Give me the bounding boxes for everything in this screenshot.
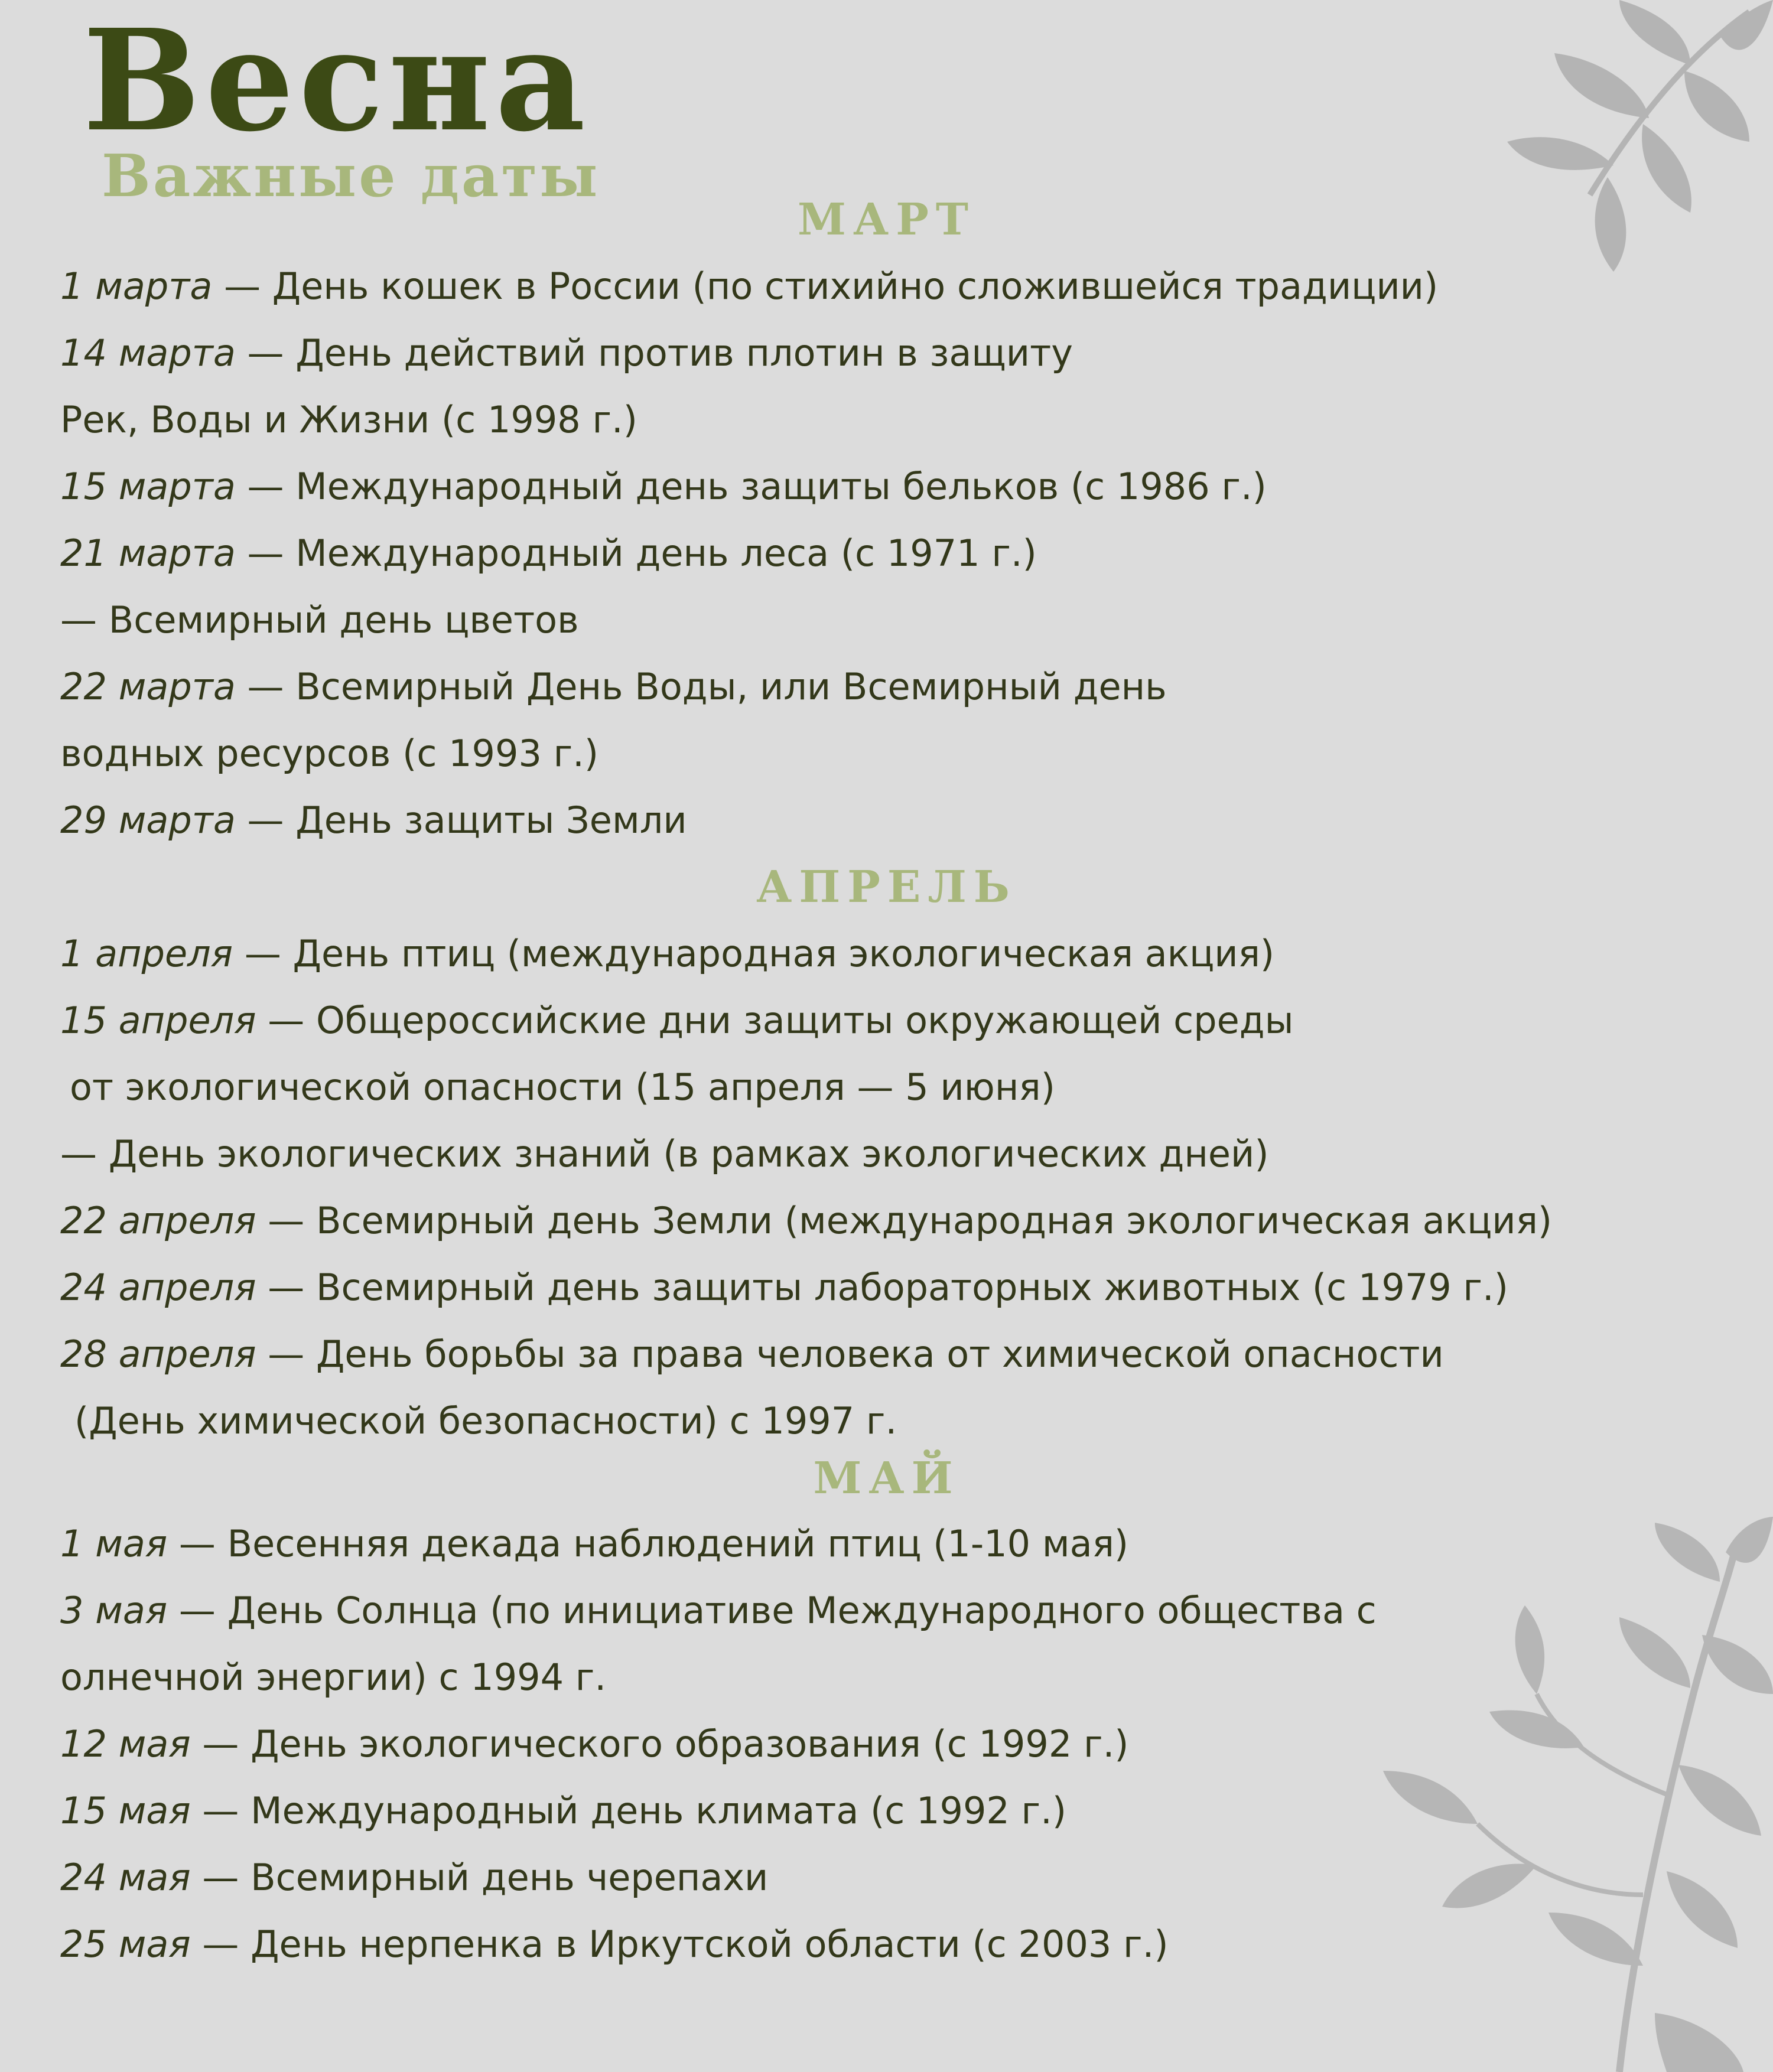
event-date: 12 мая xyxy=(60,1722,191,1765)
event-text: — Всемирный день черепахи xyxy=(190,1856,769,1899)
event-line xyxy=(60,1522,1128,1565)
event-line xyxy=(60,265,1438,308)
event-date: 22 марта xyxy=(60,665,236,708)
event-text: — День Солнца (по инициативе Международного общества с xyxy=(167,1589,1377,1632)
event-text: олнечной энергии) с 1994 г. xyxy=(60,1656,607,1699)
event-text: — День действий против плотин в защиту xyxy=(235,331,1073,374)
event-text: — День экологического образования (с 1992 г.) xyxy=(190,1722,1129,1765)
event-text: — Общероссийские дни защиты окружающей среды xyxy=(256,999,1294,1042)
event-line xyxy=(60,1589,1377,1632)
event-text: — Всемирный день Земли (международная экологическая акция) xyxy=(256,1199,1553,1242)
event-line xyxy=(60,1333,1444,1376)
page-subtitle: Важные даты xyxy=(102,142,600,210)
event-text: — Международный день защиты бельков (с 1986 г.) xyxy=(235,465,1267,508)
month-heading-march: МАРТ xyxy=(798,194,975,245)
event-line xyxy=(60,1789,1066,1832)
event-line xyxy=(60,1856,768,1899)
event-text: — Весенняя декада наблюдений птиц (1-10 мая) xyxy=(167,1522,1129,1565)
leaves-decoration-top xyxy=(1442,0,1773,331)
event-line xyxy=(60,598,579,641)
event-date: 22 апреля xyxy=(60,1199,256,1242)
event-text: — Международный день леса (с 1971 г.) xyxy=(235,532,1037,575)
event-date: 29 марта xyxy=(60,799,236,842)
event-line xyxy=(60,799,687,842)
event-text: от экологической опасности (15 апреля — 5 июня) xyxy=(70,1066,1055,1109)
month-heading-april: АПРЕЛЬ xyxy=(756,862,1017,913)
event-line xyxy=(60,1266,1508,1309)
event-line xyxy=(60,1199,1552,1242)
event-line xyxy=(60,465,1267,508)
event-line xyxy=(60,331,1073,374)
event-date: 21 марта xyxy=(60,532,236,575)
event-line xyxy=(60,1722,1128,1765)
event-date: 14 марта xyxy=(60,331,236,374)
event-date: 24 апреля xyxy=(60,1266,256,1309)
event-line xyxy=(60,999,1294,1042)
event-text: Рек, Воды и Жизни (с 1998 г.) xyxy=(60,398,637,441)
event-line xyxy=(60,1132,1269,1175)
event-text: — День защиты Земли xyxy=(235,799,687,842)
event-line xyxy=(60,1656,606,1699)
event-date: 24 мая xyxy=(60,1856,191,1899)
event-date: 25 мая xyxy=(60,1923,191,1966)
event-line xyxy=(60,665,1167,708)
event-line xyxy=(60,932,1274,975)
event-line xyxy=(70,1066,1055,1109)
event-text: — Международный день климата (с 1992 г.) xyxy=(190,1789,1067,1832)
event-date: 1 марта xyxy=(60,265,213,308)
event-date: 3 мая xyxy=(60,1589,168,1632)
page-title: Весна xyxy=(83,0,590,162)
event-text: (День химической безопасности) с 1997 г. xyxy=(74,1399,897,1442)
event-date: 28 апреля xyxy=(60,1333,256,1376)
event-line xyxy=(60,532,1037,575)
event-line xyxy=(60,398,637,441)
event-line xyxy=(60,1923,1169,1966)
event-date: 1 мая xyxy=(60,1522,168,1565)
event-text: водных ресурсов (с 1993 г.) xyxy=(60,732,599,775)
event-text: — Всемирный день цветов xyxy=(60,598,579,641)
month-heading-may: МАЙ xyxy=(813,1453,960,1504)
event-text: — Всемирный день защиты лабораторных животных (с 1979 г.) xyxy=(256,1266,1508,1309)
event-text: — Всемирный День Воды, или Всемирный день xyxy=(235,665,1167,708)
event-text: — День экологических знаний (в рамках экологических дней) xyxy=(60,1132,1269,1175)
event-text: — День нерпенка в Иркутской области (с 2003 г.) xyxy=(190,1923,1169,1966)
event-date: 1 апреля xyxy=(60,932,233,975)
leaves-decoration-bottom xyxy=(1312,1517,1773,2072)
event-date: 15 апреля xyxy=(60,999,256,1042)
event-text: — День борьбы за права человека от химической опасности xyxy=(256,1333,1444,1376)
event-date: 15 марта xyxy=(60,465,236,508)
event-date: 15 мая xyxy=(60,1789,191,1832)
event-line xyxy=(74,1399,897,1442)
event-line xyxy=(60,732,598,775)
event-text: — День птиц (международная экологическая акция) xyxy=(233,932,1275,975)
event-text: — День кошек в России (по стихийно сложившейся традиции) xyxy=(212,265,1439,308)
